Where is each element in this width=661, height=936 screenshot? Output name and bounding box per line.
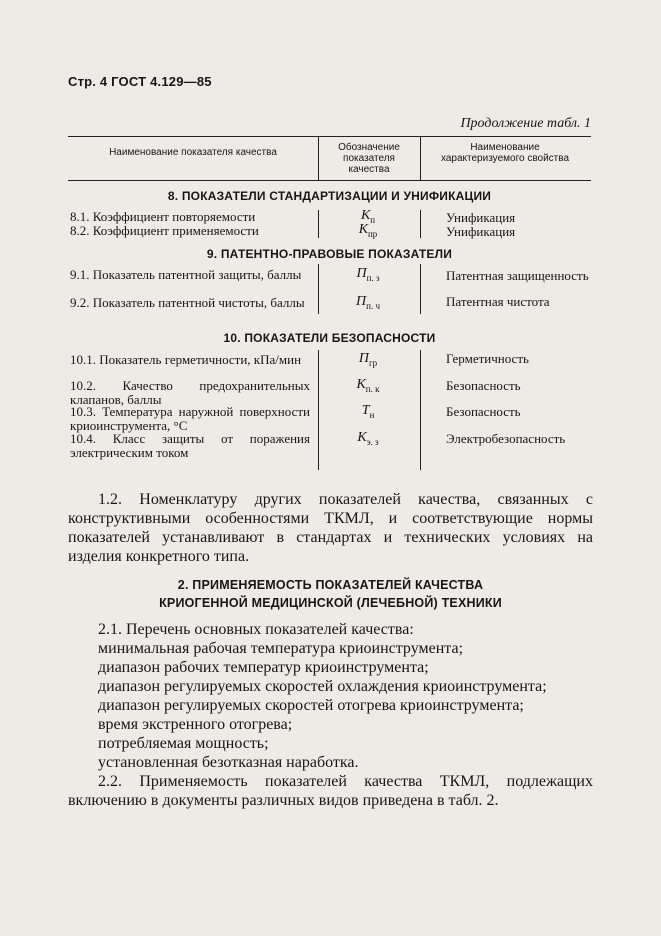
row-symbol-9-1: $П_{п. з}$ — [356, 266, 380, 283]
header-divider-2 — [420, 136, 421, 180]
row-name-9-2: 9.2. Показатель патентной чистоты, баллы — [70, 295, 305, 310]
table-top-rule — [68, 136, 591, 137]
row-property-10-4: Электробезопасность — [446, 431, 566, 446]
row-name-10-4: 10.4. Класс защиты от поражения электрическим током — [70, 431, 310, 460]
row-symbol-8-2: $К_{пр}$ — [358, 222, 378, 239]
list-item-4: диапазон регулируемых скоростей отогрева криоинструмента; — [98, 697, 524, 714]
row-name-9-1: 9.1. Показатель патентной защиты, баллы — [70, 267, 302, 282]
section-title-8: 8. ПОКАЗАТЕЛИ СТАНДАРТИЗАЦИИ И УНИФИКАЦИИ — [167, 189, 492, 203]
row-property-10-3: Безопасность — [446, 404, 521, 419]
section-title-10: 10. ПОКАЗАТЕЛИ БЕЗОПАСНОСТИ — [223, 331, 436, 345]
column-header-property: Наименование характеризуемого свойства — [440, 142, 570, 164]
body-divider-2a — [420, 210, 421, 238]
row-property-10-2: Безопасность — [446, 378, 521, 393]
row-symbol-9-2: $П_{п. ч}$ — [356, 294, 380, 311]
row-name-10-1: 10.1. Показатель герметичности, кПа/мин — [70, 352, 302, 367]
row-symbol-8-1: $К_п$ — [360, 208, 376, 225]
list-item-7: установленная безотказная наработка. — [98, 754, 359, 771]
list-item-3: диапазон регулируемых скоростей охлаждения криоинструмента; — [98, 678, 547, 695]
section-title-9: 9. ПАТЕНТНО-ПРАВОВЫЕ ПОКАЗАТЕЛИ — [206, 247, 453, 261]
row-property-10-1: Герметичность — [446, 351, 529, 366]
header-divider-1 — [318, 136, 319, 180]
row-symbol-10-4: $К_{э. з}$ — [357, 430, 379, 447]
body-divider-1c — [318, 350, 319, 470]
row-name-8-1: 8.1. Коэффициент повторяемости — [70, 209, 256, 224]
page-header: Стр. 4 ГОСТ 4.129—85 — [68, 74, 212, 89]
paragraph-1-2 — [68, 490, 593, 566]
column-header-name: Наименование показателя качества — [109, 147, 277, 158]
body-divider-2c — [420, 350, 421, 470]
section-2-title-line-2: КРИОГЕННОЙ МЕДИЦИНСКОЙ (ЛЕЧЕБНОЙ) ТЕХНИКИ — [159, 596, 502, 610]
paragraph-2-1 — [68, 620, 593, 810]
list-item-1: минимальная рабочая температура криоинструмента; — [98, 640, 464, 657]
paragraph-2-2-text: 2.2. Применяемость показателей качества ТКМЛ, подлежащих включению в документы различных видов приведена в табл. 2. — [68, 773, 593, 809]
row-name-10-2: 10.2. Качество предохранительных клапанов, баллы — [70, 378, 310, 407]
row-property-8-1: Унификация — [446, 210, 516, 225]
list-item-5: время экстренного отогрева; — [98, 716, 293, 733]
body-divider-1a — [318, 210, 319, 238]
list-item-2: диапазон рабочих температур криоинструмента; — [98, 659, 429, 676]
body-divider-1b — [318, 264, 319, 314]
body-divider-2b — [420, 264, 421, 314]
row-name-10-3: 10.3. Температура наружной поверхности криоинструмента, °С — [70, 404, 310, 433]
row-property-8-2: Унификация — [446, 224, 516, 239]
row-property-9-1: Патентная защищенность — [446, 268, 589, 283]
list-item-6: потребляемая мощность; — [98, 735, 269, 752]
row-property-9-2: Патентная чистота — [446, 294, 550, 309]
paragraph-1-2-text: 1.2. Номенклатуру других показателей качества, связанных с конструктивными особенностями ТКМЛ, и соответствующие нормы показателей устанавливают в стандартах и технических условиях на изделия конкретного типа. — [68, 491, 593, 565]
section-2-title-line-1: 2. ПРИМЕНЯЕМОСТЬ ПОКАЗАТЕЛЕЙ КАЧЕСТВА — [177, 578, 484, 592]
table-header-rule — [68, 180, 591, 181]
row-symbol-10-2: $К_{п. к}$ — [356, 377, 380, 394]
table-continuation-label: Продолжение табл. 1 — [460, 116, 591, 131]
row-symbol-10-1: $П_{гр}$ — [358, 351, 378, 368]
paragraph-2-1-intro: 2.1. Перечень основных показателей качества: — [98, 621, 414, 638]
row-symbol-10-3: $Т_н$ — [361, 403, 375, 420]
column-header-symbol: Обозначение показателя качества — [338, 142, 400, 175]
row-name-8-2: 8.2. Коэффициент применяемости — [70, 223, 259, 238]
